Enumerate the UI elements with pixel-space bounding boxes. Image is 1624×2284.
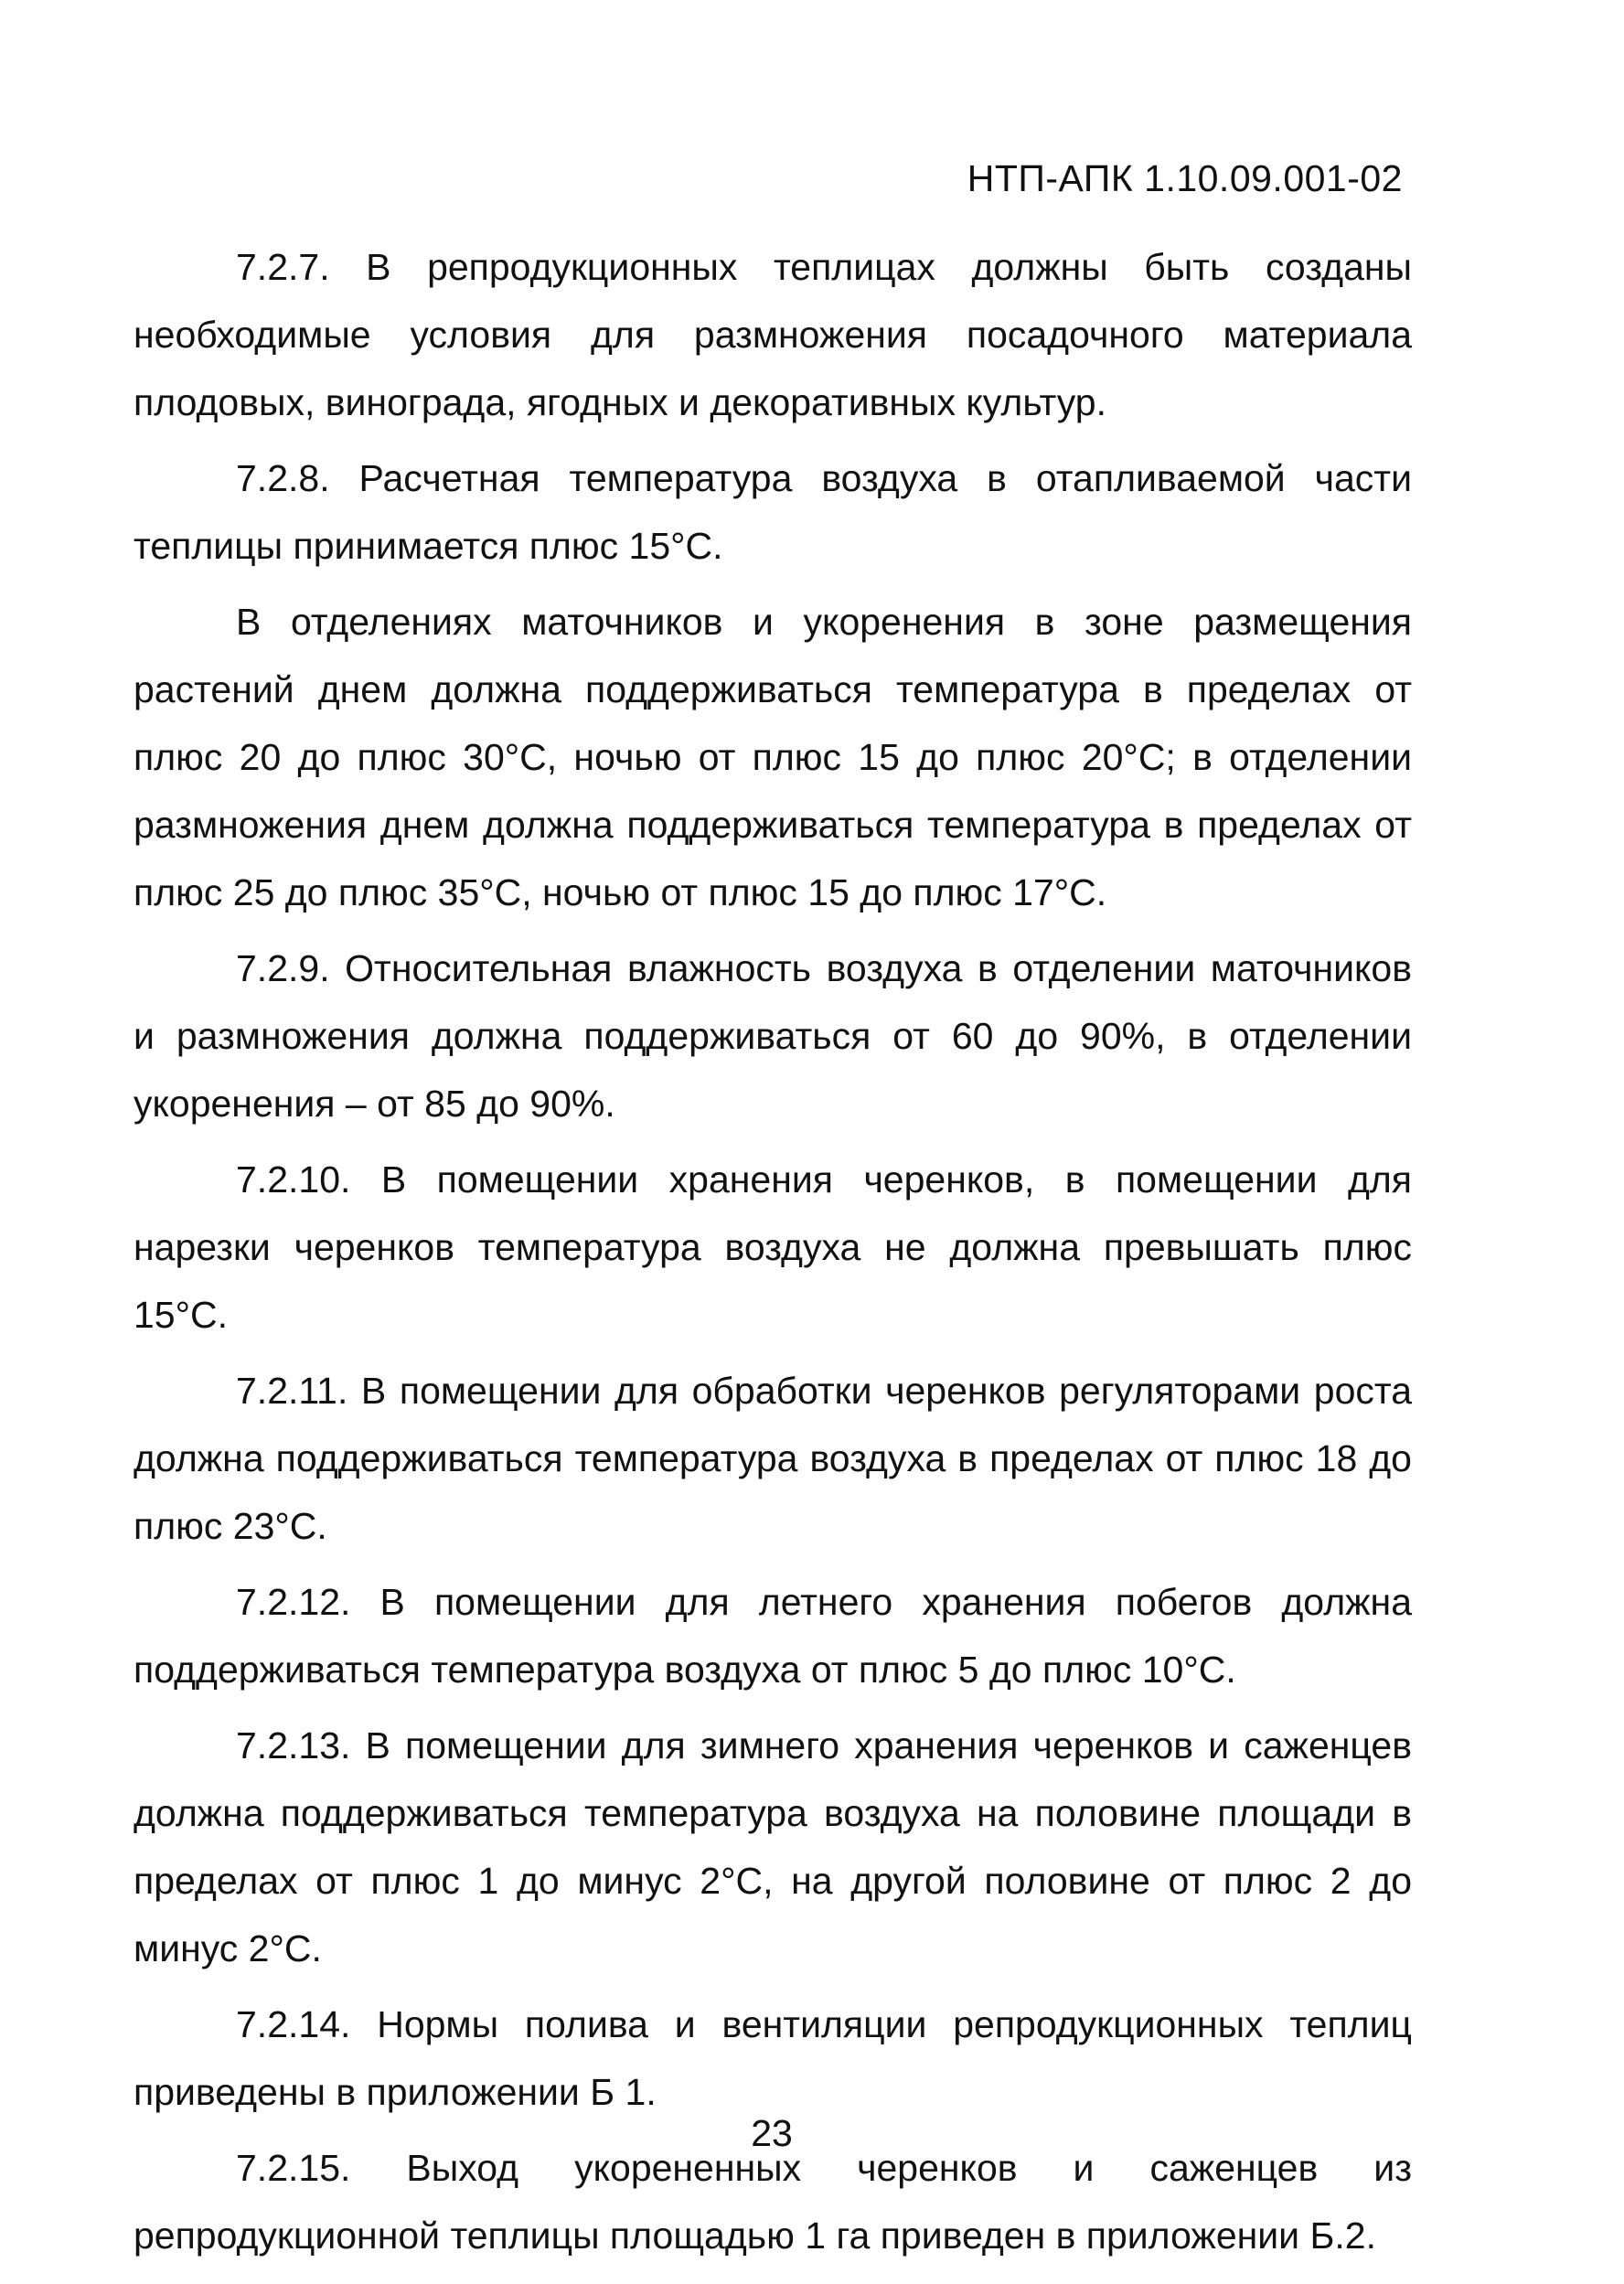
paragraph-7-2-13: 7.2.13. В помещении для зимнего хранения черенков и саженцев должна поддерживаться температура воздуха на половине площади в пределах от плюс 1 до минус 2°С, на другой половине от плюс 2 до минус 2°С. (134, 1724, 1412, 1969)
paragraph-7-2-14: 7.2.14. Нормы полива и вентиляции репродукционных теплиц приведены в приложении Б 1. (134, 2003, 1412, 2113)
paragraph-7-2-8: 7.2.8. Расчетная температура воздуха в отапливаемой части теплицы принимается плюс 15°С. (134, 457, 1412, 567)
document-code-header: НТП-АПК 1.10.09.001-02 (967, 157, 1403, 199)
document-body (134, 233, 1412, 2269)
paragraph-7-2-9: 7.2.9. Относительная влажность воздуха в отделении маточников и размножения должна поддерживаться от 60 до 90%, в отделении укоренения – от 85 до 90%. (134, 947, 1412, 1125)
page-number: 23 (751, 2112, 793, 2154)
paragraph-temperature-zones: В отделениях маточников и укоренения в зоне размещения растений днем должна поддерживаться температура в пределах от плюс 20 до плюс 30°С, ночью от плюс 15 до плюс 20°С; в отделении размножения днем должна поддерживаться температура в пределах от плюс 25 до плюс 35°С, ночью от плюс 15 до плюс 17°С. (134, 601, 1412, 913)
paragraph-7-2-12: 7.2.12. В помещении для летнего хранения побегов должна поддерживаться температура воздуха от плюс 5 до плюс 10°С. (134, 1581, 1412, 1691)
paragraph-7-2-15: 7.2.15. Выход укорененных черенков и саженцев из репродукционной теплицы площадью 1 га приведен в приложении Б.2. (134, 2147, 1412, 2257)
paragraph-7-2-11: 7.2.11. В помещении для обработки черенков регуляторами роста должна поддерживаться температура воздуха в пределах от плюс 18 до плюс 23°С. (134, 1370, 1412, 1547)
paragraph-7-2-7: 7.2.7. В репродукционных теплицах должны быть созданы необходимые условия для размножения посадочного материала плодовых, винограда, ягодных и декоративных культур. (134, 246, 1412, 423)
paragraph-7-2-10: 7.2.10. В помещении хранения черенков, в помещении для нарезки черенков температура воздуха не должна превышать плюс 15°С. (134, 1158, 1412, 1336)
